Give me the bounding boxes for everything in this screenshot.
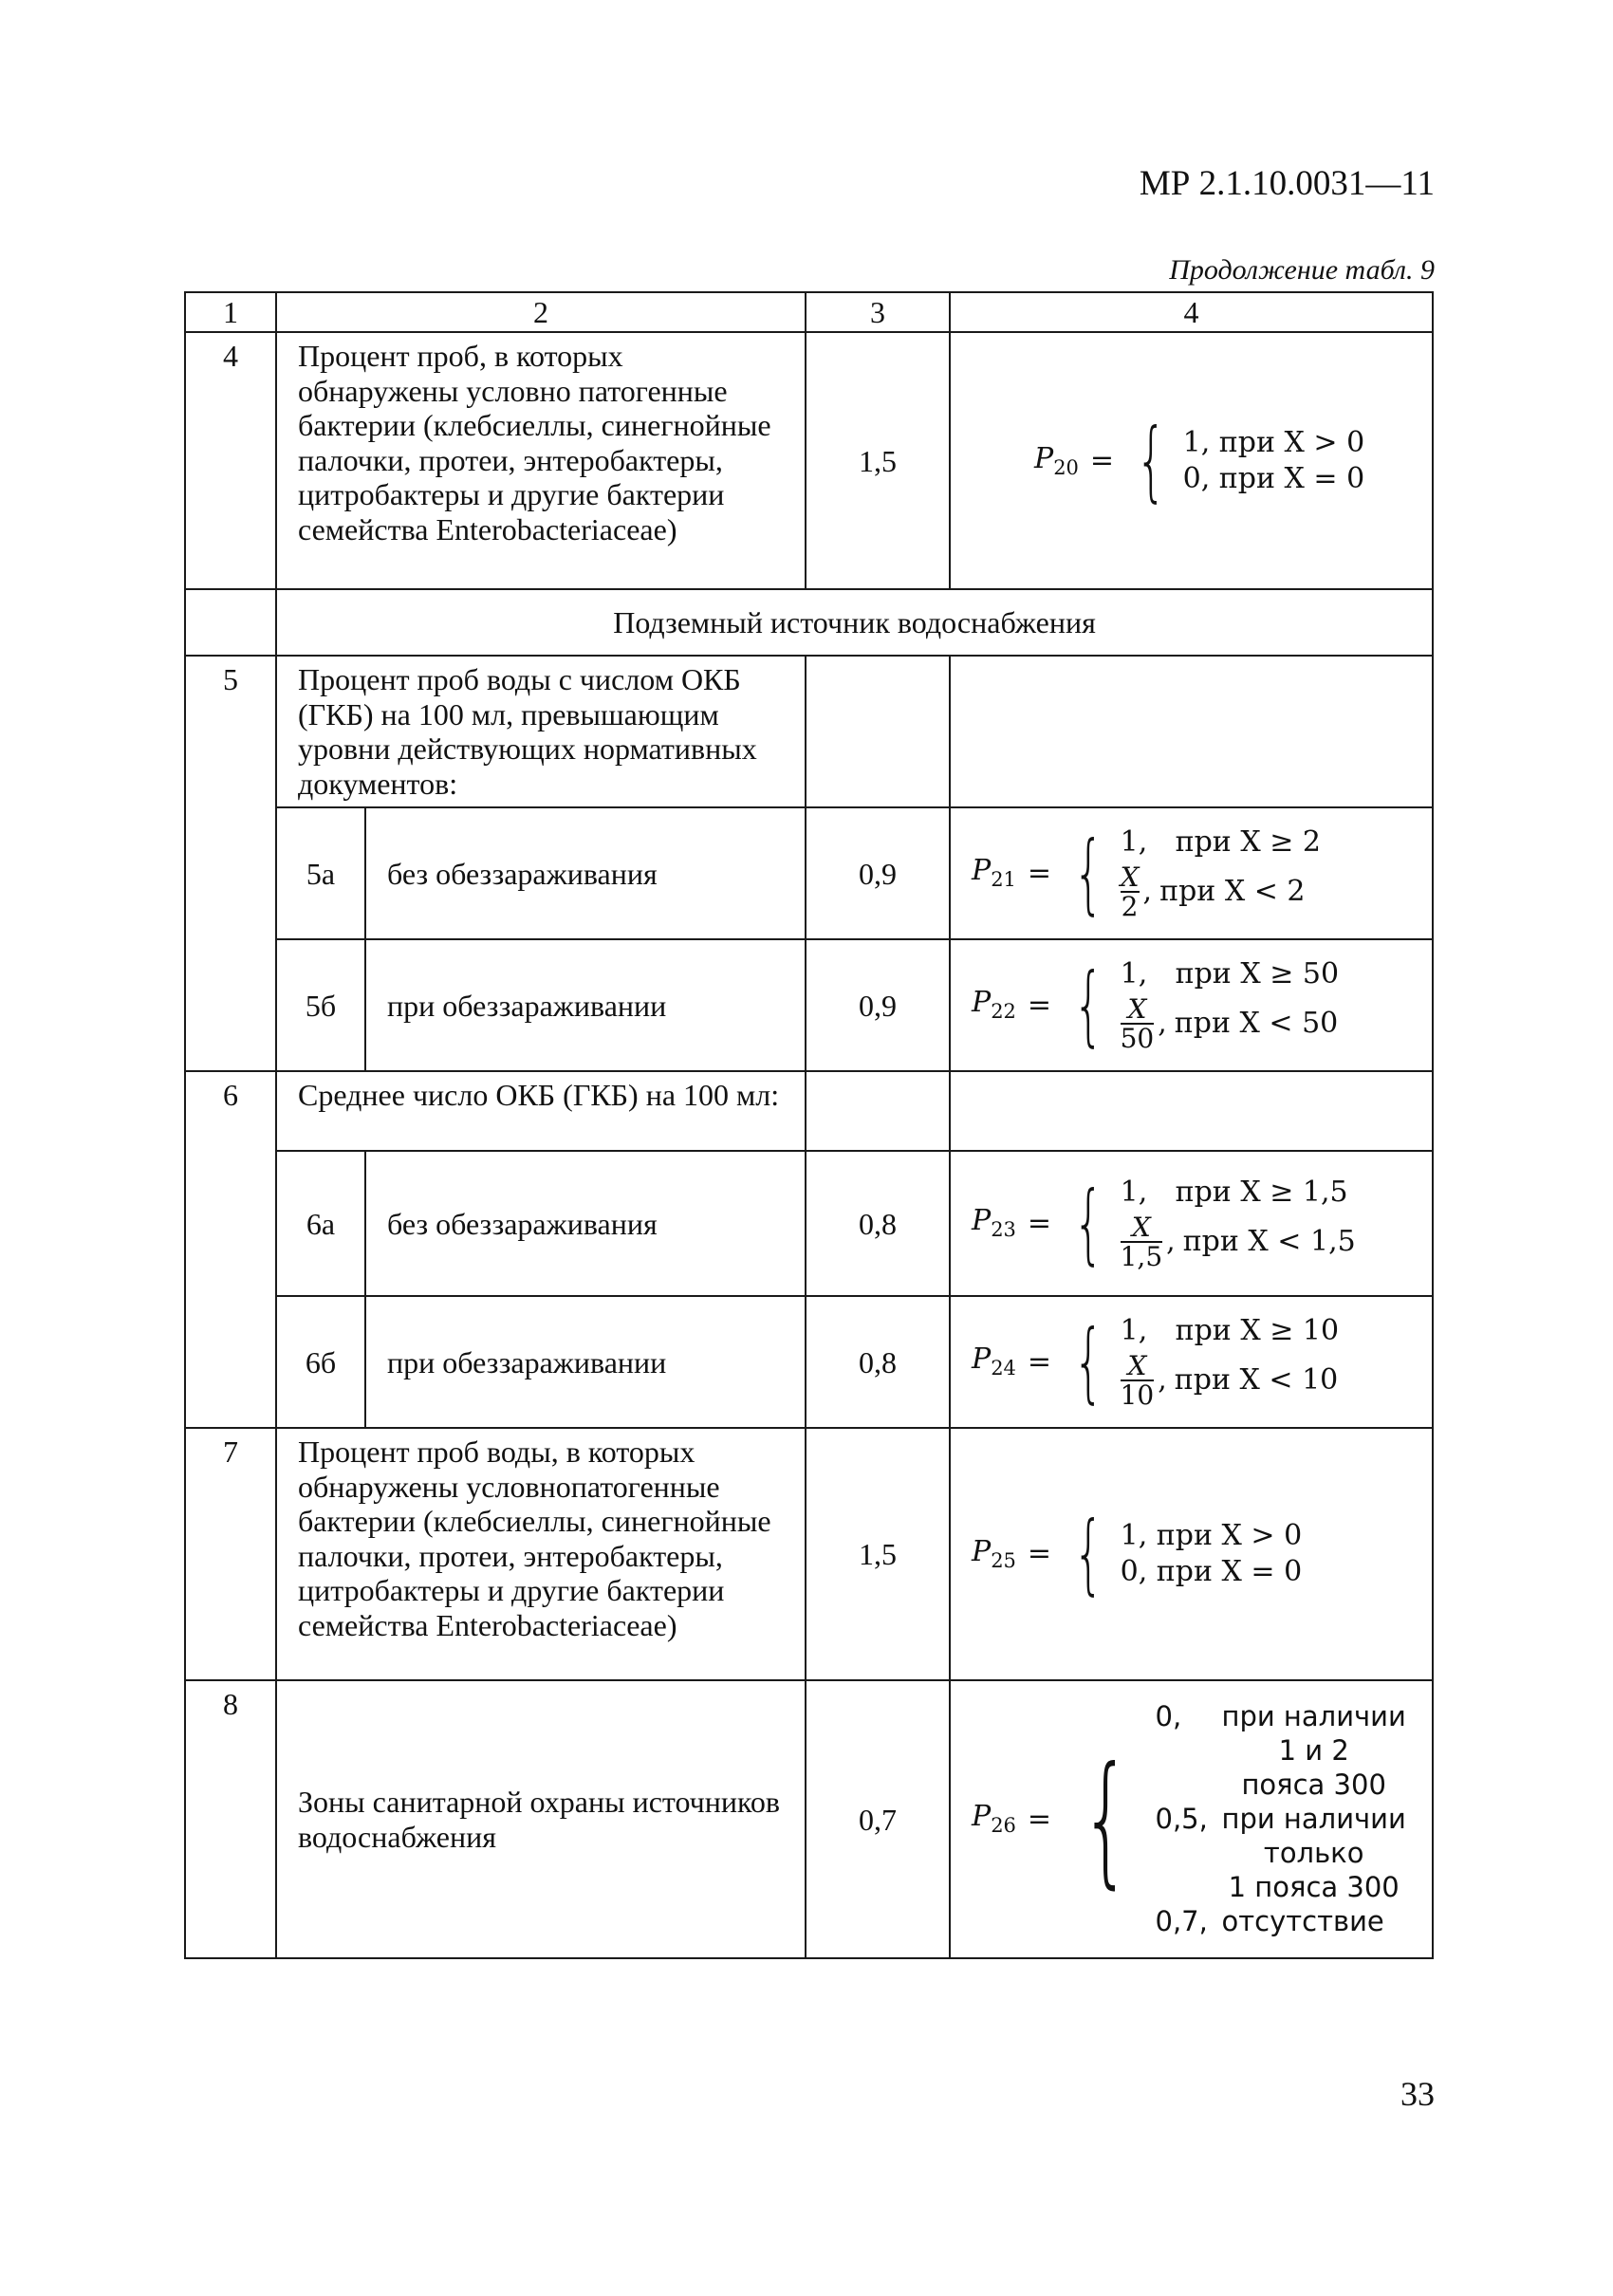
- formula-cell: [950, 1428, 1433, 1680]
- row-number: 8: [185, 1680, 276, 1958]
- row-number: 6: [185, 1071, 276, 1428]
- formula-p23: $P_{23}$ = { 1, при X ≥ 1,5 $\frac{X}{1,5}$ , при X < 1,5: [972, 1172, 1356, 1274]
- brace-icon: {: [1073, 1172, 1104, 1274]
- indicator-text: Процент проб, в которых обнаружены условно патогенные бактерии (клебсиеллы, синегнойные палочки, протеи, энтеробактеры, цитробактеры и другие бактерии семейства Enterobacteriaceae): [276, 332, 806, 589]
- weight-value: 0,9: [806, 939, 950, 1071]
- weight-value: 0,7: [806, 1680, 950, 1958]
- table-row-4: [185, 332, 1433, 589]
- col-header-3: 3: [806, 292, 950, 332]
- col-header-1: 1: [185, 292, 276, 332]
- indicator-text: Зоны санитарной охраны источников водоснабжения: [276, 1680, 806, 1958]
- table-row-7: [185, 1428, 1433, 1680]
- table-caption: Продолжение табл. 9: [1169, 254, 1435, 286]
- formula-p24: $P_{24}$ = { 1, при X ≥ 10 $\frac{X}{10}$ , при X < 10: [972, 1310, 1340, 1413]
- brace-icon: {: [1136, 409, 1167, 511]
- section-row: [185, 589, 1433, 656]
- formula-cell: [950, 1151, 1433, 1296]
- empty-cell: [185, 589, 276, 656]
- formula-p20: $P_{20}$ = { 1, при X > 0 0, при X = 0: [1034, 409, 1365, 511]
- formula-cell: [950, 332, 1433, 589]
- formula-p26: $P_{26}$ = { 0, при наличии 1 и 2 пояса 300 0,5, при наличии только 1 пояса 300 0,7, отсутствие: [972, 1700, 1406, 1937]
- weight-value: 0,9: [806, 807, 950, 939]
- hygiene-index-table: [184, 291, 1434, 1959]
- sub-text: при обеззараживании: [365, 1296, 806, 1428]
- weight-value: 1,5: [806, 332, 950, 589]
- column-header-row: [185, 292, 1433, 332]
- table-row-5: [185, 656, 1433, 807]
- weight-value: 0,8: [806, 1151, 950, 1296]
- row-number: 4: [185, 332, 276, 589]
- sub-number: 6б: [276, 1296, 365, 1428]
- table-row-8: [185, 1680, 1433, 1958]
- document-code: МР 2.1.10.0031—11: [1139, 164, 1435, 203]
- sub-number: 6а: [276, 1151, 365, 1296]
- col-header-4: 4: [950, 292, 1433, 332]
- formula-cell: [950, 807, 1433, 939]
- empty-cell: [950, 656, 1433, 807]
- table-row-6a: [185, 1151, 1433, 1296]
- brace-icon: {: [1073, 1503, 1104, 1605]
- brace-icon: {: [1081, 1736, 1132, 1902]
- weight-value: 1,5: [806, 1428, 950, 1680]
- sub-text: без обеззараживания: [365, 807, 806, 939]
- formula-p25: $P_{25}$ = { 1, при X > 0 0, при X = 0: [972, 1503, 1303, 1605]
- brace-icon: {: [1073, 1310, 1104, 1413]
- empty-cell: [950, 1071, 1433, 1151]
- formula-cell: [950, 1296, 1433, 1428]
- row-number: 5: [185, 656, 276, 1071]
- weight-value: 0,8: [806, 1296, 950, 1428]
- empty-cell: [806, 1071, 950, 1151]
- col-header-2: 2: [276, 292, 806, 332]
- sub-number: 5а: [276, 807, 365, 939]
- sub-text: при обеззараживании: [365, 939, 806, 1071]
- table-row-6b: [185, 1296, 1433, 1428]
- table-row-5b: [185, 939, 1433, 1071]
- table-row-6: [185, 1071, 1433, 1151]
- brace-icon: {: [1073, 954, 1104, 1056]
- page-number: 33: [1400, 2075, 1435, 2113]
- formula-cell: [950, 1680, 1433, 1958]
- section-title: Подземный источник водоснабжения: [276, 589, 1433, 656]
- indicator-text: Среднее число ОКБ (ГКБ) на 100 мл:: [276, 1071, 806, 1151]
- sub-number: 5б: [276, 939, 365, 1071]
- indicator-text: Процент проб воды с числом ОКБ (ГКБ) на 100 мл, превышающим уровни действующих нормативных документов:: [276, 656, 806, 807]
- sub-text: без обеззараживания: [365, 1151, 806, 1296]
- formula-p21: $P_{21}$ = { 1, при X ≥ 2 $\frac{X}{2}$ , при X < 2: [972, 822, 1321, 924]
- formula-p22: $P_{22}$ = { 1, при X ≥ 50 $\frac{X}{50}$ , при X < 50: [972, 954, 1340, 1056]
- table-row-5a: [185, 807, 1433, 939]
- formula-cell: [950, 939, 1433, 1071]
- row-number: 7: [185, 1428, 276, 1680]
- indicator-text: Процент проб воды, в которых обнаружены условнопатогенные бактерии (клебсиеллы, синегнойные палочки, протеи, энтеробактеры, цитробактеры и другие бактерии семейства Enterobacteriaceae): [276, 1428, 806, 1680]
- empty-cell: [806, 656, 950, 807]
- brace-icon: {: [1073, 822, 1104, 924]
